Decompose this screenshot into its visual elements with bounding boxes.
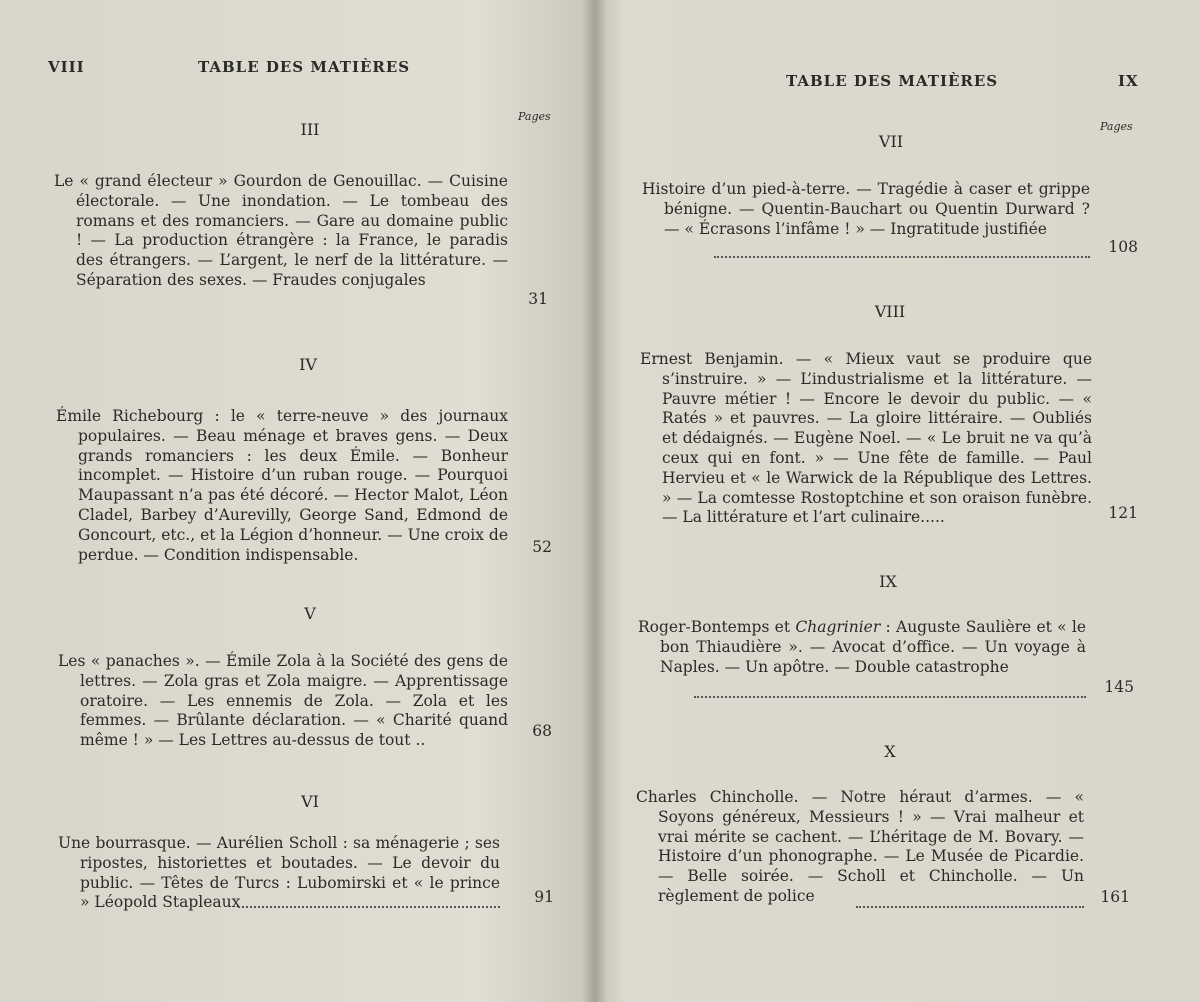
section-entry-ix-italic: Chagrinier [795,618,881,636]
leader-dots-vi [238,906,500,908]
section-entry-viii: Ernest Benjamin. — « Mieux vaut se produire que s’instruire. » — L’industrialisme et la littérature. — Pauvre métier ! — Encore le devoir du public. — « Ratés » et pauvres. — La gloire littéraire. — Oubliés et dédaignés. — Eugène Noel. — « Le bruit ne va qu’à ceux qui en font. » — Une fête de famille. — Paul Hervieu et « le Warwick de la République des Lettres. » — La comtesse Rostoptchine et son oraison funèbre. — La littérature et l’art culinaire..... [640,350,1092,527]
section-entry-iii: Le « grand électeur » Gourdon de Genouillac. — Cuisine électorale. — Une inondation. — Le tombeau des romans et des romanciers. — Gare au domaine public ! — La production étrangère : la France, le paradis des étrangers. — L’argent, le nerf de la littérature. — Séparation des sexes. — Fraudes conjugales [54,172,508,289]
page-number-v: 68 [532,722,552,740]
leader-dots-x [856,906,1084,908]
page-number-viii: 121 [1108,504,1138,522]
section-numeral-ix-text: IX [879,572,897,591]
section-numeral-v: V [304,604,316,623]
page-number-vii: 108 [1108,238,1138,256]
section-numeral-ix [868,572,908,591]
section-numeral-x: X [884,742,896,761]
section-numeral-vii: VII [878,132,904,151]
page-number-x: 161 [1100,888,1130,906]
leader-dots-vii [714,256,1090,258]
page-number-iii: 31 [528,290,548,308]
folio-right: IX [1118,72,1139,90]
left-page [0,0,590,1002]
section-numeral-vi: VI [301,792,319,811]
pages-label-left: Pages [518,110,551,123]
section-numeral-iv: IV [299,355,317,374]
leader-dots-ix [694,696,1086,698]
section-entry-x: Charles Chincholle. — Notre héraut d’armes. — « Soyons généreux, Messieurs ! » — Vrai malheur et vrai mérite se cachent. — L’héritage de M. Bovary. — Histoire d’un phonographe. — Le Musée de Picardie. — Belle soirée. — Scholl et Chincholle. — Un règlement de police [636,788,1084,905]
section-entry-vi: Une bourrasque. — Aurélien Scholl : sa ménagerie ; ses ripostes, historiettes et boutades. — Le devoir du public. — Têtes de Turcs : Lubomirski et « le prince » Léopold Stapleaux [58,834,500,912]
section-entry-iv: Émile Richebourg : le « terre-neuve » des journaux populaires. — Beau ménage et braves gens. — Deux grands romanciers : les deux Émile. — Bonheur incomplet. — Histoire d’un ruban rouge. — Pourquoi Maupassant n’a pas été décoré. — Hector Malot, Léon Cladel, Barbey d’Aurevilly, George Sand, Edmond de Goncourt, etc., et la Légion d’honneur. — Une croix de perdue. — Condition indispensable. [56,407,508,564]
section-entry-ix-text-before: Roger-Bontemps et [638,618,796,636]
section-entry-ix [638,618,1087,677]
page-number-iv: 52 [532,538,552,556]
section-entry-v: Les « panaches ». — Émile Zola à la Société des gens de lettres. — Zola gras et Zola maigre. — Apprentissage oratoire. — Les ennemis de Zola. — Zola et les femmes. — Brûlante déclaration. — « Charité quand même ! » — Les Lettres au-dessus de tout .. [58,652,508,750]
running-header-right: TABLE DES MATIÈRES [786,72,999,90]
section-entry-ix-text-after: : Auguste Saulière et « le bon Thiaudière ». — Avocat d’office. — Un voyage à Naples. — Un apôtre. — Double catastrophe [660,618,1087,676]
page-number-vi: 91 [534,888,554,906]
page-number-ix: 145 [1104,678,1134,696]
section-numeral-iii: III [300,120,320,139]
pages-label-right: Pages [1100,120,1133,133]
section-numeral-viii: VIII [874,302,906,321]
section-entry-vii: Histoire d’un pied-à-terre. — Tragédie à caser et grippe bénigne. — Quentin-Bauchart ou Quentin Durward ? — « Écrasons l’infâme ! » — Ingratitude justifiée [642,180,1090,238]
right-page [598,0,1200,1002]
folio-left: VIII [48,58,85,76]
running-header-left: TABLE DES MATIÈRES [198,58,411,76]
